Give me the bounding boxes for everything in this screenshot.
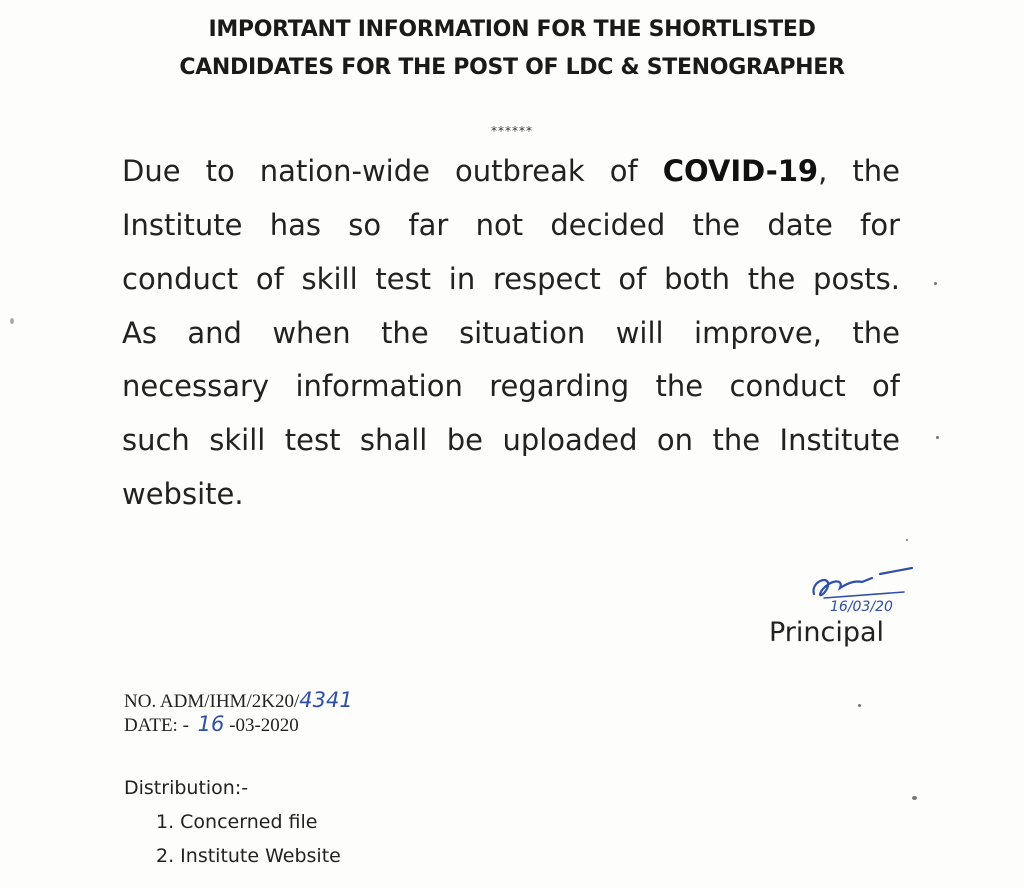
distribution-heading: Distribution:- xyxy=(124,777,249,799)
signature-date: 16/03/20 xyxy=(830,599,893,615)
reference-date-day: 16 xyxy=(197,712,225,736)
scan-speck xyxy=(906,539,908,541)
reference-date-label: DATE: - xyxy=(124,715,194,736)
body-line-7: website. xyxy=(122,477,244,511)
distribution-item-1: 1. Concerned file xyxy=(156,811,318,833)
scan-speck xyxy=(912,796,917,800)
separator-stars: ****** xyxy=(491,124,533,138)
reference-number-label: NO. ADM/IHM/2K20/ xyxy=(124,691,300,712)
reference-date-rest: -03-2020 xyxy=(224,715,299,736)
body-line-6: such skill test shall be uploaded on the Institute xyxy=(122,423,900,457)
body-line-1-pre: Due to nation-wide outbreak of xyxy=(122,154,663,188)
reference-number-handwritten: 4341 xyxy=(299,688,353,712)
scan-speck xyxy=(858,704,861,707)
body-line-3: conduct of skill test in respect of both the posts. xyxy=(122,262,900,296)
covid-emphasis: COVID-19 xyxy=(662,154,819,188)
scan-speck xyxy=(936,436,939,439)
notice-title-line-2: CANDIDATES FOR THE POST OF LDC & STENOGRAPHER xyxy=(179,55,845,80)
scan-speck xyxy=(934,282,937,285)
body-line-4: As and when the situation will improve, the xyxy=(122,316,900,350)
signatory-designation: Principal xyxy=(769,617,885,648)
body-line-5: necessary information regarding the conduct of xyxy=(122,369,900,403)
reference-date xyxy=(124,712,299,737)
signature-mark xyxy=(800,560,920,620)
scan-speck xyxy=(10,318,14,324)
body-line-2: Institute has so far not decided the date for xyxy=(122,208,900,242)
body-line-1-post: , the xyxy=(818,154,900,188)
notice-title-line-1: IMPORTANT INFORMATION FOR THE SHORTLISTED xyxy=(208,17,816,42)
body-line-1 xyxy=(122,153,900,189)
reference-number xyxy=(124,688,353,713)
distribution-item-2: 2. Institute Website xyxy=(156,845,341,867)
